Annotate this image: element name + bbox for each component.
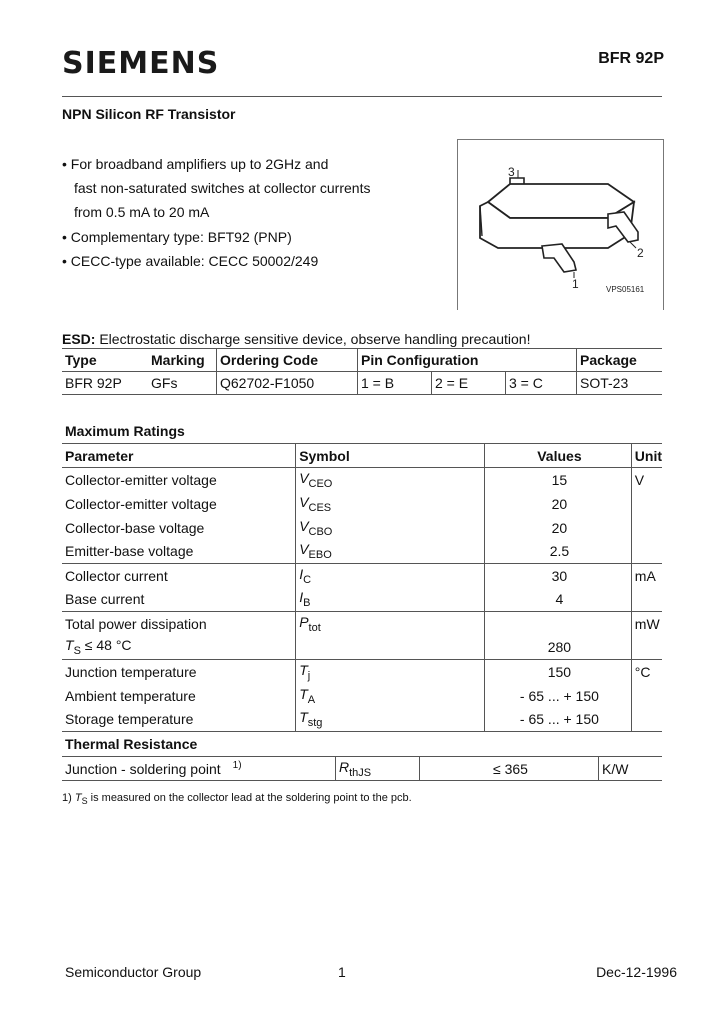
table-row — [62, 708, 662, 732]
cell-parameter: Emitter-base voltage — [65, 543, 194, 560]
table-header-row — [62, 349, 662, 372]
cell-parameter: Ambient temperature — [65, 687, 196, 704]
header-divider — [62, 96, 662, 97]
cell-unit — [631, 636, 662, 660]
cell-parameter — [62, 636, 296, 660]
cell-value: 4 — [485, 588, 632, 612]
cell-symbol — [296, 660, 485, 684]
header-type: Type — [62, 349, 148, 372]
cell-value: - 65 ... + 150 — [485, 684, 632, 708]
table-row — [62, 468, 662, 492]
footnote-text: is measured on the collector lead at the soldering point to the pcb. — [90, 792, 412, 804]
company-logo: SIEMENS — [62, 46, 220, 81]
footnote-ref: 1) — [232, 760, 242, 771]
symbol-sub: tot — [308, 621, 321, 634]
feature-line: fast non-saturated switches at collector currents — [74, 180, 371, 197]
table-header-row — [62, 444, 662, 468]
page-subtitle: NPN Silicon RF Transistor — [62, 106, 236, 122]
symbol-sub: CBO — [308, 525, 333, 538]
symbol-sub: thJS — [349, 766, 372, 779]
cell-ordering-code: Q62702-F1050 — [217, 372, 358, 395]
cell-symbol — [296, 588, 485, 612]
cell-value: 2.5 — [485, 540, 632, 564]
pin-3-label: 3 — [508, 165, 515, 179]
table-row — [62, 612, 662, 636]
table-row — [62, 492, 662, 516]
header-package: Package — [577, 349, 663, 372]
symbol-sub: CES — [308, 501, 332, 514]
cell-symbol — [336, 757, 420, 781]
cell-symbol — [296, 516, 485, 540]
cell-parameter: Storage temperature — [62, 708, 296, 732]
symbol-main: T — [299, 709, 308, 726]
cell-value: 15 — [485, 468, 632, 492]
esd-text: Electrostatic discharge sensitive device, observe handling precaution! — [99, 331, 531, 347]
cell-value: 280 — [485, 636, 632, 660]
table-row — [62, 372, 662, 395]
feature-line: • For broadband amplifiers up to 2GHz and — [62, 156, 329, 172]
cell-symbol — [296, 540, 485, 564]
cell-parameter: Collector-emitter voltage — [65, 495, 217, 512]
condition-sub: S — [73, 645, 81, 658]
thermal-resistance-title: Thermal Resistance — [65, 736, 198, 752]
header-ordering-code: Ordering Code — [217, 349, 358, 372]
header-unit: Unit — [631, 444, 662, 468]
part-number: BFR 92P — [598, 50, 664, 67]
cell-symbol — [296, 612, 485, 636]
symbol-sub: CEO — [308, 477, 333, 490]
sot23-package-drawing — [458, 140, 663, 310]
cell-pin2: 2 = E — [432, 372, 506, 395]
table-row — [62, 516, 662, 540]
cell-value: ≤ 365 — [420, 757, 599, 781]
cell-unit — [631, 588, 662, 612]
cell-parameter: Base current — [65, 591, 145, 608]
symbol-sub: C — [303, 573, 312, 586]
header-parameter: Parameter — [62, 444, 296, 468]
cell-unit — [631, 516, 662, 540]
condition-symbol: T — [65, 637, 74, 654]
cell-symbol — [296, 636, 485, 660]
cell-symbol — [296, 708, 485, 732]
cell-value: 20 — [485, 492, 632, 516]
cell-pin3: 3 = C — [506, 372, 577, 395]
table-row — [62, 757, 662, 781]
symbol-main: V — [299, 517, 309, 534]
cell-parameter: Junction temperature — [62, 660, 296, 684]
cell-symbol — [296, 564, 485, 588]
footnote-symbol-sub: S — [81, 796, 88, 806]
table-row — [62, 660, 662, 684]
header-marking: Marking — [148, 349, 217, 372]
cell-unit — [631, 684, 662, 708]
maximum-ratings-title: Maximum Ratings — [65, 423, 185, 439]
cell-parameter: Collector current — [62, 564, 296, 588]
cell-unit: mW — [631, 612, 662, 636]
footnote — [62, 792, 412, 806]
cell-parameter: Collector-base voltage — [65, 519, 205, 536]
parameter-text: Junction - soldering point — [65, 761, 221, 777]
cell-unit — [631, 540, 662, 564]
cell-value — [485, 612, 632, 636]
esd-warning — [62, 331, 530, 347]
feature-line: from 0.5 mA to 20 mA — [74, 204, 210, 221]
header-symbol: Symbol — [296, 444, 485, 468]
condition-text: ≤ 48 °C — [84, 637, 132, 654]
symbol-main: I — [299, 565, 304, 582]
ordering-table — [62, 348, 662, 395]
symbol-main: V — [299, 493, 309, 510]
table-row — [62, 540, 662, 564]
cell-value: 30 — [485, 564, 632, 588]
symbol-sub: j — [307, 669, 311, 682]
cell-unit: °C — [631, 660, 662, 684]
cell-type: BFR 92P — [62, 372, 148, 395]
footer-date: Dec-12-1996 — [596, 964, 677, 980]
cell-parameter — [62, 757, 336, 781]
page-number: 1 — [338, 964, 346, 980]
figure-code: VPS05161 — [606, 285, 645, 294]
symbol-main: P — [299, 613, 309, 630]
pin-1-label: 1 — [572, 277, 579, 291]
feature-line: • Complementary type: BFT92 (PNP) — [62, 228, 292, 245]
cell-pin1: 1 = B — [358, 372, 432, 395]
symbol-main: V — [299, 541, 309, 558]
header-pin-configuration: Pin Configuration — [358, 349, 577, 372]
cell-symbol — [296, 684, 485, 708]
symbol-main: I — [299, 589, 304, 606]
esd-label: ESD: — [62, 331, 96, 347]
footnote-symbol: T — [74, 792, 82, 804]
feature-line: • CECC-type available: CECC 50002/249 — [62, 252, 319, 269]
symbol-main: V — [299, 469, 309, 486]
cell-unit: V — [631, 468, 662, 492]
cell-symbol — [296, 468, 485, 492]
table-row — [62, 564, 662, 588]
feature-list — [62, 152, 370, 273]
cell-parameter: Total power dissipation — [62, 612, 296, 636]
symbol-sub: stg — [307, 717, 323, 730]
cell-unit — [631, 708, 662, 732]
symbol-sub: B — [303, 597, 311, 610]
footnote-marker: 1) — [62, 792, 72, 804]
symbol-main: T — [299, 661, 308, 678]
cell-value: 150 — [485, 660, 632, 684]
footer-left: Semiconductor Group — [65, 964, 202, 980]
maximum-ratings-table — [62, 443, 662, 732]
symbol-main: T — [299, 685, 308, 702]
table-row — [62, 588, 662, 612]
header-values: Values — [485, 444, 632, 468]
cell-unit — [631, 492, 662, 516]
table-row — [62, 636, 662, 660]
cell-unit: K/W — [599, 757, 663, 781]
cell-value: 20 — [485, 516, 632, 540]
cell-symbol — [296, 492, 485, 516]
symbol-sub: EBO — [308, 549, 332, 562]
symbol-sub: A — [307, 693, 316, 706]
package-figure — [457, 139, 664, 310]
thermal-resistance-table — [62, 756, 662, 781]
pin-2-label: 2 — [637, 246, 644, 260]
cell-unit: mA — [631, 564, 662, 588]
cell-marking: GFs — [148, 372, 217, 395]
cell-package: SOT-23 — [577, 372, 663, 395]
cell-value: - 65 ... + 150 — [485, 708, 632, 732]
cell-parameter: Collector-emitter voltage — [65, 471, 217, 488]
table-row — [62, 684, 662, 708]
symbol-main: R — [339, 758, 350, 775]
